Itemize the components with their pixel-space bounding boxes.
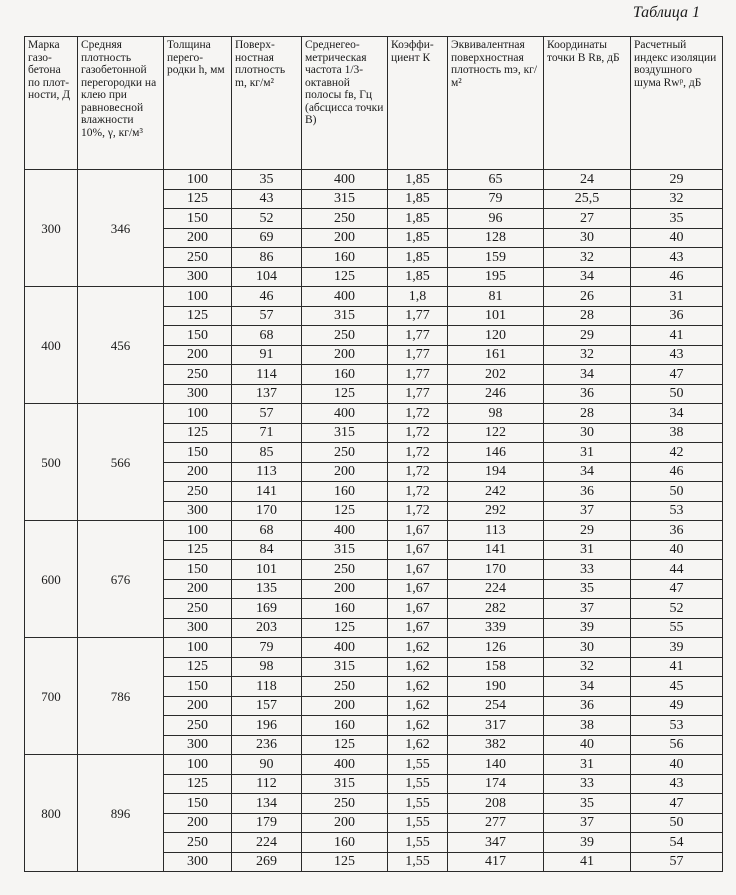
point-b-cell: 30 <box>544 228 631 248</box>
coefficient-cell: 1,8 <box>388 287 448 307</box>
point-b-cell: 40 <box>544 735 631 755</box>
coefficient-cell: 1,55 <box>388 833 448 853</box>
surface-density-cell: 169 <box>232 599 302 619</box>
noise-index-cell: 50 <box>631 813 723 833</box>
avg-density-cell: 786 <box>78 638 164 755</box>
noise-index-cell: 56 <box>631 735 723 755</box>
header-surface-density: Поверх-ностная плотность m, кг/м² <box>232 37 302 170</box>
header-point-b: Координаты точки В Rв, дБ <box>544 37 631 170</box>
coefficient-cell: 1,67 <box>388 599 448 619</box>
equiv-density-cell: 161 <box>448 345 544 365</box>
equiv-density-cell: 282 <box>448 599 544 619</box>
equiv-density-cell: 292 <box>448 501 544 521</box>
noise-index-cell: 34 <box>631 404 723 424</box>
thickness-cell: 200 <box>164 813 232 833</box>
thickness-cell: 200 <box>164 579 232 599</box>
frequency-cell: 250 <box>302 794 388 814</box>
header-avg-density: Средняя плотность газобетонной перегородки на клею при равновесной влажности 10%, γ, кг/м³ <box>78 37 164 170</box>
point-b-cell: 35 <box>544 794 631 814</box>
point-b-cell: 37 <box>544 599 631 619</box>
noise-index-cell: 40 <box>631 755 723 775</box>
frequency-cell: 250 <box>302 677 388 697</box>
thickness-cell: 100 <box>164 521 232 541</box>
equiv-density-cell: 382 <box>448 735 544 755</box>
surface-density-cell: 57 <box>232 306 302 326</box>
coefficient-cell: 1,62 <box>388 716 448 736</box>
frequency-cell: 400 <box>302 287 388 307</box>
noise-index-cell: 53 <box>631 716 723 736</box>
noise-index-cell: 57 <box>631 852 723 872</box>
equiv-density-cell: 202 <box>448 365 544 385</box>
coefficient-cell: 1,85 <box>388 228 448 248</box>
point-b-cell: 34 <box>544 267 631 287</box>
coefficient-cell: 1,72 <box>388 404 448 424</box>
noise-index-cell: 42 <box>631 443 723 463</box>
equiv-density-cell: 242 <box>448 482 544 502</box>
noise-index-cell: 50 <box>631 384 723 404</box>
point-b-cell: 34 <box>544 462 631 482</box>
coefficient-cell: 1,55 <box>388 813 448 833</box>
coefficient-cell: 1,85 <box>388 189 448 209</box>
grade-cell: 700 <box>25 638 78 755</box>
noise-index-cell: 32 <box>631 189 723 209</box>
coefficient-cell: 1,77 <box>388 306 448 326</box>
surface-density-cell: 101 <box>232 560 302 580</box>
equiv-density-cell: 224 <box>448 579 544 599</box>
noise-index-cell: 36 <box>631 521 723 541</box>
surface-density-cell: 112 <box>232 774 302 794</box>
coefficient-cell: 1,55 <box>388 794 448 814</box>
noise-index-cell: 44 <box>631 560 723 580</box>
table-row <box>25 170 723 190</box>
frequency-cell: 160 <box>302 482 388 502</box>
surface-density-cell: 68 <box>232 521 302 541</box>
frequency-cell: 315 <box>302 189 388 209</box>
frequency-cell: 400 <box>302 404 388 424</box>
surface-density-cell: 57 <box>232 404 302 424</box>
frequency-cell: 315 <box>302 423 388 443</box>
avg-density-cell: 456 <box>78 287 164 404</box>
frequency-cell: 125 <box>302 384 388 404</box>
frequency-cell: 160 <box>302 365 388 385</box>
frequency-cell: 200 <box>302 345 388 365</box>
thickness-cell: 125 <box>164 189 232 209</box>
thickness-cell: 150 <box>164 443 232 463</box>
frequency-cell: 200 <box>302 696 388 716</box>
surface-density-cell: 90 <box>232 755 302 775</box>
point-b-cell: 32 <box>544 657 631 677</box>
grade-cell: 300 <box>25 170 78 287</box>
grade-cell: 600 <box>25 521 78 638</box>
noise-index-cell: 31 <box>631 287 723 307</box>
thickness-cell: 250 <box>164 599 232 619</box>
coefficient-cell: 1,62 <box>388 735 448 755</box>
thickness-cell: 100 <box>164 638 232 658</box>
equiv-density-cell: 194 <box>448 462 544 482</box>
frequency-cell: 250 <box>302 209 388 229</box>
surface-density-cell: 68 <box>232 326 302 346</box>
thickness-cell: 300 <box>164 501 232 521</box>
noise-index-cell: 38 <box>631 423 723 443</box>
frequency-cell: 200 <box>302 462 388 482</box>
point-b-cell: 30 <box>544 638 631 658</box>
equiv-density-cell: 159 <box>448 248 544 268</box>
surface-density-cell: 52 <box>232 209 302 229</box>
thickness-cell: 250 <box>164 833 232 853</box>
thickness-cell: 250 <box>164 482 232 502</box>
coefficient-cell: 1,67 <box>388 540 448 560</box>
equiv-density-cell: 128 <box>448 228 544 248</box>
thickness-cell: 125 <box>164 423 232 443</box>
header-grade: Марка газо-бетона по плот-ности, Д <box>25 37 78 170</box>
header-frequency: Среднегео-метрическая частота 1/3-октавной полосы fв, Гц (абсцисса точки В) <box>302 37 388 170</box>
table-row <box>25 404 723 424</box>
noise-index-cell: 29 <box>631 170 723 190</box>
thickness-cell: 300 <box>164 852 232 872</box>
thickness-cell: 300 <box>164 267 232 287</box>
coefficient-cell: 1,77 <box>388 384 448 404</box>
surface-density-cell: 118 <box>232 677 302 697</box>
frequency-cell: 400 <box>302 638 388 658</box>
coefficient-cell: 1,62 <box>388 657 448 677</box>
noise-index-cell: 43 <box>631 345 723 365</box>
coefficient-cell: 1,77 <box>388 345 448 365</box>
point-b-cell: 28 <box>544 306 631 326</box>
surface-density-cell: 46 <box>232 287 302 307</box>
thickness-cell: 150 <box>164 560 232 580</box>
thickness-cell: 125 <box>164 657 232 677</box>
thickness-cell: 300 <box>164 618 232 638</box>
equiv-density-cell: 140 <box>448 755 544 775</box>
coefficient-cell: 1,72 <box>388 443 448 463</box>
point-b-cell: 30 <box>544 423 631 443</box>
frequency-cell: 250 <box>302 326 388 346</box>
noise-index-cell: 41 <box>631 326 723 346</box>
equiv-density-cell: 79 <box>448 189 544 209</box>
noise-index-cell: 45 <box>631 677 723 697</box>
table-row <box>25 287 723 307</box>
noise-index-cell: 47 <box>631 579 723 599</box>
coefficient-cell: 1,67 <box>388 560 448 580</box>
surface-density-cell: 113 <box>232 462 302 482</box>
noise-index-cell: 52 <box>631 599 723 619</box>
table-row <box>25 638 723 658</box>
noise-index-cell: 47 <box>631 794 723 814</box>
data-table <box>24 36 723 872</box>
equiv-density-cell: 101 <box>448 306 544 326</box>
equiv-density-cell: 254 <box>448 696 544 716</box>
surface-density-cell: 69 <box>232 228 302 248</box>
frequency-cell: 125 <box>302 267 388 287</box>
thickness-cell: 100 <box>164 404 232 424</box>
grade-cell: 500 <box>25 404 78 521</box>
thickness-cell: 200 <box>164 228 232 248</box>
thickness-cell: 150 <box>164 209 232 229</box>
frequency-cell: 125 <box>302 501 388 521</box>
surface-density-cell: 91 <box>232 345 302 365</box>
point-b-cell: 24 <box>544 170 631 190</box>
header-noise-index: Расчетный индекс изоляции воздушного шума Rwᵖ, дБ <box>631 37 723 170</box>
noise-index-cell: 55 <box>631 618 723 638</box>
coefficient-cell: 1,55 <box>388 852 448 872</box>
frequency-cell: 400 <box>302 755 388 775</box>
noise-index-cell: 49 <box>631 696 723 716</box>
point-b-cell: 31 <box>544 443 631 463</box>
point-b-cell: 33 <box>544 560 631 580</box>
surface-density-cell: 134 <box>232 794 302 814</box>
surface-density-cell: 114 <box>232 365 302 385</box>
frequency-cell: 200 <box>302 228 388 248</box>
point-b-cell: 36 <box>544 696 631 716</box>
frequency-cell: 200 <box>302 579 388 599</box>
surface-density-cell: 104 <box>232 267 302 287</box>
thickness-cell: 150 <box>164 326 232 346</box>
coefficient-cell: 1,72 <box>388 482 448 502</box>
frequency-cell: 315 <box>302 774 388 794</box>
coefficient-cell: 1,85 <box>388 267 448 287</box>
coefficient-cell: 1,55 <box>388 774 448 794</box>
equiv-density-cell: 417 <box>448 852 544 872</box>
coefficient-cell: 1,85 <box>388 209 448 229</box>
frequency-cell: 250 <box>302 560 388 580</box>
surface-density-cell: 135 <box>232 579 302 599</box>
surface-density-cell: 71 <box>232 423 302 443</box>
table-body <box>25 170 723 872</box>
coefficient-cell: 1,85 <box>388 248 448 268</box>
equiv-density-cell: 195 <box>448 267 544 287</box>
frequency-cell: 400 <box>302 170 388 190</box>
thickness-cell: 300 <box>164 735 232 755</box>
point-b-cell: 36 <box>544 482 631 502</box>
surface-density-cell: 170 <box>232 501 302 521</box>
thickness-cell: 100 <box>164 755 232 775</box>
noise-index-cell: 54 <box>631 833 723 853</box>
coefficient-cell: 1,62 <box>388 638 448 658</box>
noise-index-cell: 53 <box>631 501 723 521</box>
equiv-density-cell: 65 <box>448 170 544 190</box>
coefficient-cell: 1,67 <box>388 618 448 638</box>
equiv-density-cell: 174 <box>448 774 544 794</box>
equiv-density-cell: 246 <box>448 384 544 404</box>
point-b-cell: 39 <box>544 618 631 638</box>
point-b-cell: 32 <box>544 345 631 365</box>
frequency-cell: 250 <box>302 443 388 463</box>
noise-index-cell: 41 <box>631 657 723 677</box>
surface-density-cell: 236 <box>232 735 302 755</box>
thickness-cell: 200 <box>164 696 232 716</box>
surface-density-cell: 98 <box>232 657 302 677</box>
point-b-cell: 29 <box>544 326 631 346</box>
point-b-cell: 27 <box>544 209 631 229</box>
coefficient-cell: 1,55 <box>388 755 448 775</box>
frequency-cell: 160 <box>302 716 388 736</box>
coefficient-cell: 1,72 <box>388 423 448 443</box>
surface-density-cell: 179 <box>232 813 302 833</box>
equiv-density-cell: 120 <box>448 326 544 346</box>
point-b-cell: 35 <box>544 579 631 599</box>
frequency-cell: 200 <box>302 813 388 833</box>
coefficient-cell: 1,85 <box>388 170 448 190</box>
frequency-cell: 315 <box>302 540 388 560</box>
point-b-cell: 26 <box>544 287 631 307</box>
noise-index-cell: 46 <box>631 267 723 287</box>
point-b-cell: 38 <box>544 716 631 736</box>
coefficient-cell: 1,67 <box>388 521 448 541</box>
surface-density-cell: 35 <box>232 170 302 190</box>
noise-index-cell: 40 <box>631 540 723 560</box>
noise-index-cell: 43 <box>631 248 723 268</box>
point-b-cell: 36 <box>544 384 631 404</box>
frequency-cell: 160 <box>302 833 388 853</box>
avg-density-cell: 566 <box>78 404 164 521</box>
equiv-density-cell: 113 <box>448 521 544 541</box>
frequency-cell: 400 <box>302 521 388 541</box>
coefficient-cell: 1,62 <box>388 677 448 697</box>
thickness-cell: 100 <box>164 170 232 190</box>
frequency-cell: 125 <box>302 852 388 872</box>
coefficient-cell: 1,77 <box>388 365 448 385</box>
surface-density-cell: 269 <box>232 852 302 872</box>
point-b-cell: 29 <box>544 521 631 541</box>
surface-density-cell: 196 <box>232 716 302 736</box>
point-b-cell: 39 <box>544 833 631 853</box>
equiv-density-cell: 141 <box>448 540 544 560</box>
noise-index-cell: 46 <box>631 462 723 482</box>
equiv-density-cell: 158 <box>448 657 544 677</box>
equiv-density-cell: 122 <box>448 423 544 443</box>
frequency-cell: 125 <box>302 618 388 638</box>
frequency-cell: 125 <box>302 735 388 755</box>
thickness-cell: 150 <box>164 794 232 814</box>
surface-density-cell: 79 <box>232 638 302 658</box>
equiv-density-cell: 98 <box>448 404 544 424</box>
noise-index-cell: 39 <box>631 638 723 658</box>
thickness-cell: 150 <box>164 677 232 697</box>
avg-density-cell: 346 <box>78 170 164 287</box>
avg-density-cell: 676 <box>78 521 164 638</box>
equiv-density-cell: 96 <box>448 209 544 229</box>
surface-density-cell: 86 <box>232 248 302 268</box>
point-b-cell: 34 <box>544 365 631 385</box>
point-b-cell: 31 <box>544 755 631 775</box>
header-coefficient: Коэффи-циент К <box>388 37 448 170</box>
equiv-density-cell: 277 <box>448 813 544 833</box>
noise-index-cell: 35 <box>631 209 723 229</box>
thickness-cell: 100 <box>164 287 232 307</box>
point-b-cell: 37 <box>544 813 631 833</box>
surface-density-cell: 85 <box>232 443 302 463</box>
point-b-cell: 41 <box>544 852 631 872</box>
thickness-cell: 125 <box>164 306 232 326</box>
coefficient-cell: 1,72 <box>388 501 448 521</box>
coefficient-cell: 1,77 <box>388 326 448 346</box>
header-equiv-density: Эквивалентная поверхностная плотность mэ, кг/м² <box>448 37 544 170</box>
grade-cell: 400 <box>25 287 78 404</box>
avg-density-cell: 896 <box>78 755 164 872</box>
equiv-density-cell: 347 <box>448 833 544 853</box>
noise-index-cell: 43 <box>631 774 723 794</box>
coefficient-cell: 1,67 <box>388 579 448 599</box>
equiv-density-cell: 317 <box>448 716 544 736</box>
thickness-cell: 250 <box>164 716 232 736</box>
point-b-cell: 28 <box>544 404 631 424</box>
coefficient-cell: 1,62 <box>388 696 448 716</box>
surface-density-cell: 141 <box>232 482 302 502</box>
surface-density-cell: 137 <box>232 384 302 404</box>
thickness-cell: 300 <box>164 384 232 404</box>
table-row <box>25 755 723 775</box>
equiv-density-cell: 146 <box>448 443 544 463</box>
noise-index-cell: 47 <box>631 365 723 385</box>
thickness-cell: 125 <box>164 540 232 560</box>
frequency-cell: 160 <box>302 599 388 619</box>
point-b-cell: 25,5 <box>544 189 631 209</box>
header-row <box>25 37 723 170</box>
thickness-cell: 200 <box>164 462 232 482</box>
grade-cell: 800 <box>25 755 78 872</box>
equiv-density-cell: 170 <box>448 560 544 580</box>
point-b-cell: 32 <box>544 248 631 268</box>
table-row <box>25 521 723 541</box>
frequency-cell: 160 <box>302 248 388 268</box>
point-b-cell: 37 <box>544 501 631 521</box>
frequency-cell: 315 <box>302 657 388 677</box>
thickness-cell: 250 <box>164 248 232 268</box>
surface-density-cell: 43 <box>232 189 302 209</box>
noise-index-cell: 40 <box>631 228 723 248</box>
equiv-density-cell: 81 <box>448 287 544 307</box>
surface-density-cell: 84 <box>232 540 302 560</box>
table-caption: Таблица 1 <box>632 4 700 21</box>
equiv-density-cell: 190 <box>448 677 544 697</box>
surface-density-cell: 224 <box>232 833 302 853</box>
point-b-cell: 31 <box>544 540 631 560</box>
coefficient-cell: 1,72 <box>388 462 448 482</box>
header-thickness: Толщина перего-родки h, мм <box>164 37 232 170</box>
noise-index-cell: 50 <box>631 482 723 502</box>
equiv-density-cell: 208 <box>448 794 544 814</box>
thickness-cell: 250 <box>164 365 232 385</box>
frequency-cell: 315 <box>302 306 388 326</box>
surface-density-cell: 157 <box>232 696 302 716</box>
point-b-cell: 34 <box>544 677 631 697</box>
point-b-cell: 33 <box>544 774 631 794</box>
thickness-cell: 200 <box>164 345 232 365</box>
surface-density-cell: 203 <box>232 618 302 638</box>
thickness-cell: 125 <box>164 774 232 794</box>
equiv-density-cell: 339 <box>448 618 544 638</box>
noise-index-cell: 36 <box>631 306 723 326</box>
equiv-density-cell: 126 <box>448 638 544 658</box>
